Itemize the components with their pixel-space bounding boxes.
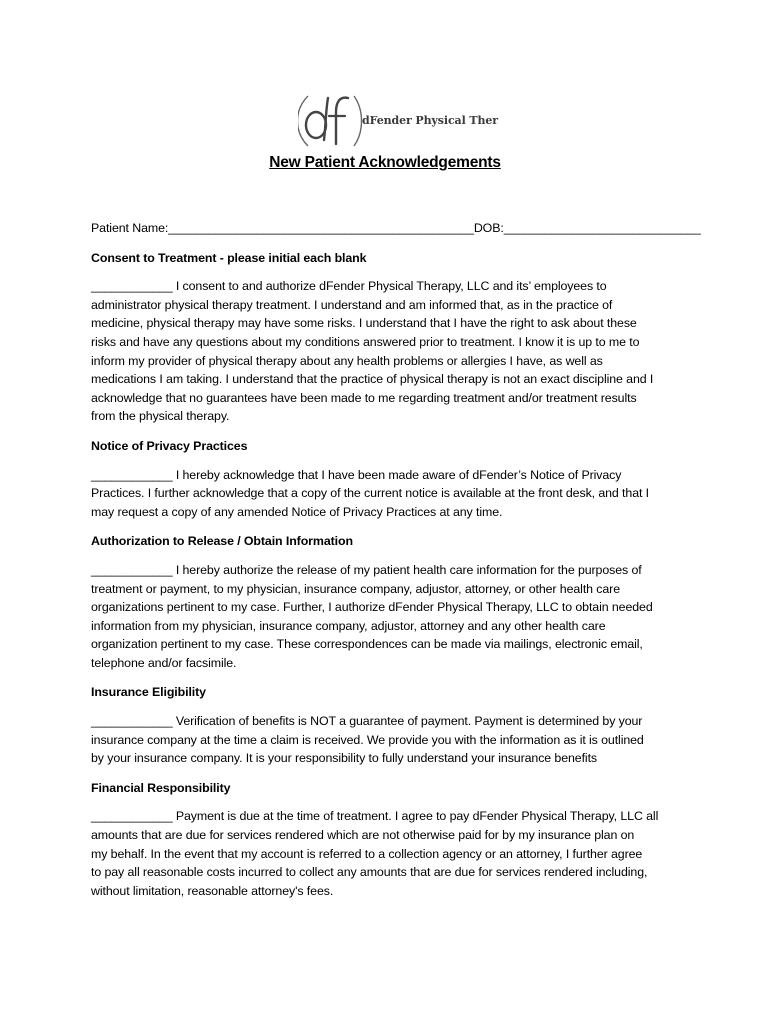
paragraph-line: acknowledge that no guarantees have been made to me regarding treatment and/or treatment results xyxy=(91,390,637,405)
paragraph-line: from the physical therapy. xyxy=(91,409,230,424)
paragraph-line: by your insurance company. It is your responsibility to fully understand your insurance benefits xyxy=(91,751,598,766)
paragraph-line: administrator physical therapy treatment. I understand and am informed that, as in the practice of xyxy=(91,297,613,312)
section-heading: Notice of Privacy Practices xyxy=(91,438,248,453)
section-paragraph xyxy=(91,277,683,426)
company-logo xyxy=(298,92,498,150)
patient-name-field[interactable] xyxy=(91,219,474,238)
patient-fields-row xyxy=(91,219,701,238)
logo-wordmark: dFender Physical Ther xyxy=(362,114,498,127)
initial-line[interactable]: ____________ I consent to and authorize dFender Physical Therapy, LLC and its’ employees to xyxy=(91,279,607,294)
paragraph-line: organizations pertinent to my case. Further, I authorize dFender Physical Therapy, LLC to obtain needed xyxy=(91,600,653,615)
dob-label: DOB: xyxy=(473,221,504,235)
section-paragraph xyxy=(91,807,683,900)
paragraph-line: may request a copy of any amended Notice of Privacy Practices at any time. xyxy=(91,504,503,519)
paragraph-line: inform my provider of physical therapy about any health problems or allergies I have, as well as xyxy=(91,353,603,368)
paragraph-line: Practices. I further acknowledge that a copy of the current notice is available at the front desk, and that I xyxy=(91,486,650,501)
paragraph-line: to pay all reasonable costs incurred to collect any amounts that are due for services rendered including, xyxy=(91,865,648,880)
paragraph-line: amounts that are due for services rendered which are not otherwise paid for by my insurance plan on xyxy=(91,828,635,843)
paragraph-line: without limitation, reasonable attorney's fees. xyxy=(91,883,334,898)
df-logo-mark-icon xyxy=(298,92,368,150)
section-heading: Financial Responsibility xyxy=(91,780,231,795)
initial-line[interactable]: ____________ I hereby authorize the release of my patient health care information for the purposes of xyxy=(91,562,642,577)
sections-container xyxy=(91,249,683,901)
initial-line[interactable]: ____________ Payment is due at the time of treatment. I agree to pay dFender Physical Therapy, LLC all xyxy=(91,809,659,824)
dob-field[interactable] xyxy=(474,219,701,238)
paragraph-line: information from my physician, insurance company, adjustor, attorney and any other health care xyxy=(91,618,606,633)
document-title: New Patient Acknowledgements xyxy=(269,154,501,171)
paragraph-line: medications I am taking. I understand that the practice of physical therapy is not an exact discipline and I xyxy=(91,372,654,387)
paragraph-line: medicine, physical therapy may have some risks. I understand that I have the right to ask about these xyxy=(91,316,637,331)
section-paragraph xyxy=(91,712,683,768)
initial-line[interactable]: ____________ I hereby acknowledge that I have been made aware of dFender’s Notice of Privacy xyxy=(91,467,622,482)
paragraph-line: risks and have any questions about my conditions answered prior to treatment. I know it is up to me to xyxy=(91,334,640,349)
paragraph-line: my behalf. In the event that my account is referred to a collection agency or an attorney, I further agree xyxy=(91,846,643,861)
paragraph-line: insurance company at the time a claim is received. We provide you with the information as it is outlined xyxy=(91,732,644,747)
patient-name-label: Patient Name: xyxy=(91,221,169,235)
paragraph-line: organization pertinent to my case. These correspondences can be made via mailings, electronic email, xyxy=(91,637,643,652)
paragraph-line: treatment or payment, to my physician, insurance company, adjustor, attorney, or other health care xyxy=(91,581,621,596)
section-heading: Consent to Treatment - please initial each blank xyxy=(91,250,367,265)
paragraph-line: telephone and/or facsimile. xyxy=(91,655,237,670)
document-body xyxy=(91,219,701,900)
section-paragraph xyxy=(91,561,683,673)
section-heading: Insurance Eligibility xyxy=(91,685,206,700)
initial-line[interactable]: ____________ Verification of benefits is NOT a guarantee of payment. Payment is determined by your xyxy=(91,714,643,729)
patient-name-blank: _____________________________________________ xyxy=(168,221,474,235)
section-paragraph xyxy=(91,466,683,522)
section-heading: Authorization to Release / Obtain Information xyxy=(91,534,353,549)
dob-blank: _____________________________ xyxy=(503,221,701,235)
